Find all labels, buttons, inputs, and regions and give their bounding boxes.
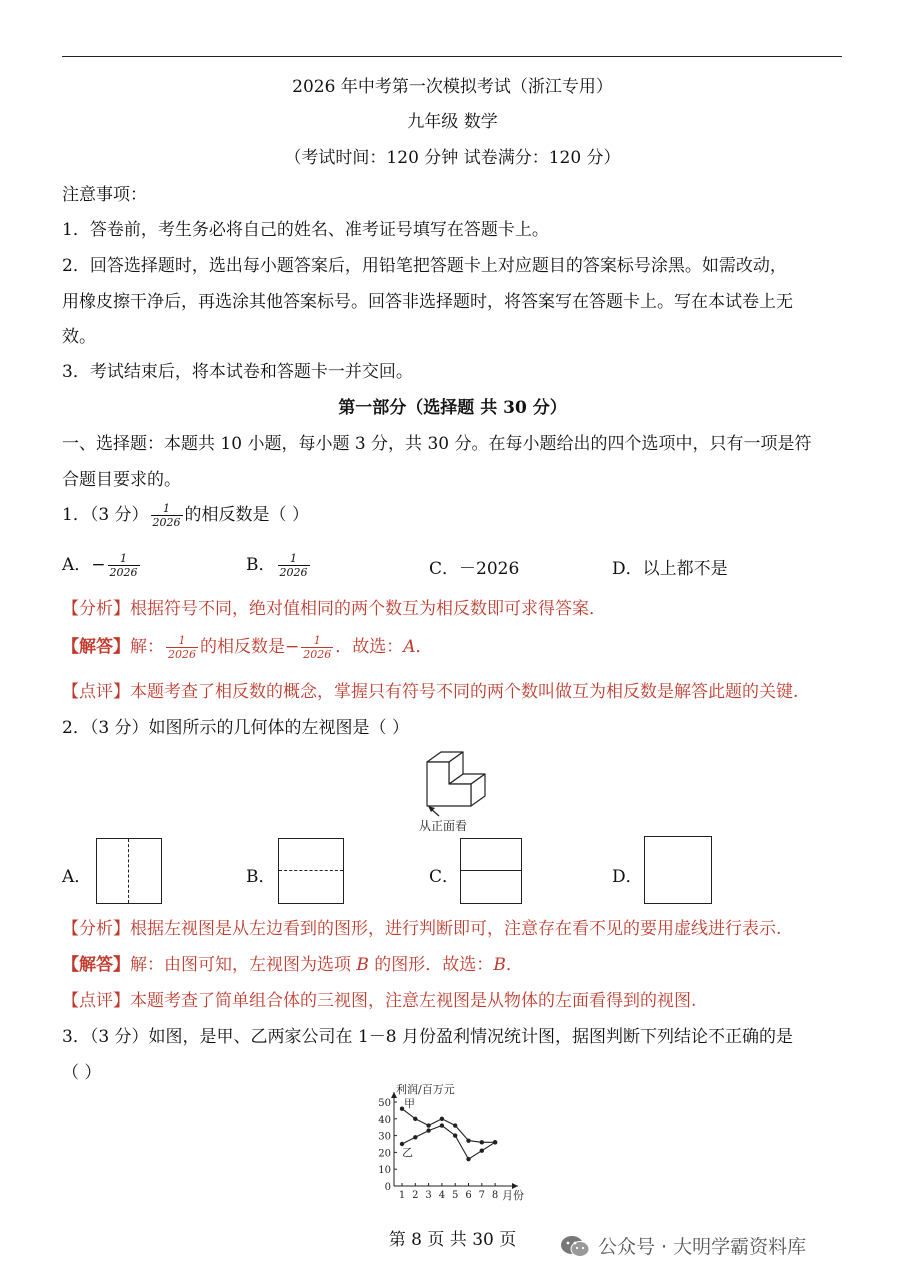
notice-item-3: 3．考试结束后，将本试卷和答题卡一并交回。 (62, 362, 413, 382)
q1-option-a-fraction (108, 552, 140, 579)
q2-solid-figure (405, 742, 505, 834)
chart-xtick-label: 4 (438, 1190, 446, 1201)
q2-comment: 【点评】本题考查了简单组合体的三视图，注意左视图是从物体的左面看得到的视图. (62, 991, 697, 1011)
chart-point-series-2 (453, 1133, 457, 1137)
q2-answer-b-2: B (493, 955, 506, 975)
chart-point-series-2 (466, 1157, 470, 1161)
q2-answer-b-1: B (356, 955, 369, 975)
section-title: 第一部分（选择题 共 30 分） (338, 398, 567, 418)
q2-answer-mid: 的图形．故选： (368, 955, 494, 975)
q1-option-a (62, 550, 142, 579)
q2-option-a-figure (96, 838, 162, 904)
q1-fraction (151, 502, 183, 529)
q1-analysis: 【分析】根据符号不同，绝对值相同的两个数互为相反数即可求得答案． (62, 599, 606, 619)
q2-option-b-figure (278, 838, 344, 904)
q1-option-a-num: 1 (120, 552, 128, 565)
q1-answer-mid: 的相反数是− (200, 637, 300, 657)
chart-ytick-label: 10 (378, 1165, 391, 1177)
chart-point-series-1 (480, 1140, 484, 1144)
chart-xlabel: 月份 (502, 1189, 524, 1202)
chart-point-series-2 (493, 1140, 497, 1144)
q1-answer-choice: A (403, 637, 416, 657)
exam-subtitle: 九年级 数学 (407, 112, 498, 132)
q2-analysis: 【分析】根据左视图是从左边看到的图形，进行判断即可，注意存在看不见的要用虚线进行表示. (62, 919, 782, 939)
q1-option-c: C．－2026 (429, 559, 520, 579)
q2-option-a-label: A． (62, 867, 92, 887)
q2-option-b-dashed-line (279, 870, 343, 871)
q1-answer (62, 632, 852, 661)
q2-answer (62, 950, 852, 975)
chart-xtick-label: 2 (412, 1190, 419, 1201)
chart-ytick-label: 30 (378, 1131, 391, 1143)
q2-answer-label: 【解答】 (62, 955, 130, 975)
chart-point-series-1 (426, 1123, 430, 1127)
q1-option-a-den: 2026 (109, 566, 138, 579)
notice-item-2-line-3: 效。 (62, 327, 96, 347)
chart-point-series-1 (453, 1123, 457, 1127)
q1-answer-frac-1-num: 1 (178, 634, 186, 647)
q2-option-c-figure (460, 838, 522, 904)
q1-answer-frac-1 (166, 634, 198, 661)
q1-answer-frac-2-num: 1 (313, 634, 321, 647)
q1-option-b-num: 1 (290, 552, 297, 565)
q1-prefix: 1．（3 分） (62, 505, 149, 525)
header-rule (62, 56, 842, 57)
q1-option-a-label: A．− (62, 555, 106, 575)
chart-point-series-1 (413, 1117, 417, 1121)
q2-option-d-figure (644, 836, 712, 904)
q1-comment: 【点评】本题考查了相反数的概念，掌握只有符号不同的两个数叫做互为相反数是解答此题的关键. (62, 682, 799, 702)
chart-point-series-2 (440, 1123, 444, 1127)
q1-frac-den: 2026 (152, 516, 181, 529)
q1-answer-label: 【解答】 (62, 637, 130, 657)
solid-front-face (427, 762, 471, 806)
q1-answer-pre: 解： (130, 637, 164, 657)
watermark (560, 1232, 806, 1259)
chart-xtick-label: 6 (465, 1190, 472, 1201)
q1-option-b-label: B． (246, 555, 276, 575)
watermark-text: 公众号 · 大明学霸资料库 (598, 1236, 807, 1258)
q1-answer-frac-2 (301, 634, 333, 661)
chart-point-series-2 (426, 1128, 430, 1132)
chart-xtick-label: 3 (425, 1190, 432, 1201)
notice-item-1: 1．答卷前，考生务必将自己的姓名、准考证号填写在答题卡上。 (62, 220, 549, 240)
section-intro-line-1: 一、选择题：本题共 10 小题，每小题 3 分，共 30 分。在每小题给出的四个选项中，只有一项是符 (62, 434, 812, 454)
notice-heading: 注意事项： (62, 185, 147, 205)
series-label-yi: 乙 (402, 1146, 413, 1159)
series-label-jia: 甲 (404, 1097, 415, 1110)
q1-answer-frac-1-den: 2026 (168, 648, 196, 661)
exam-info: （考试时间：120 分钟 试卷满分：120 分） (284, 148, 621, 168)
chart-xtick-label: 5 (452, 1190, 459, 1201)
q2-option-d-label: D． (612, 867, 643, 887)
q1-option-b-den: 2026 (279, 566, 308, 579)
chart-ytick-label: 50 (378, 1098, 391, 1109)
section-intro-line-2: 合题目要求的。 (62, 470, 181, 490)
q2-option-c-label: C． (429, 867, 460, 887)
notice-item-2-line-2: 用橡皮擦干净后，再选涂其他答案标号。回答非选择题时，将答案写在答题卡上。写在本试卷上无 (62, 292, 793, 312)
figure-caption: 从正面看 (419, 819, 468, 833)
q1-stem (62, 500, 852, 529)
q1-suffix: 的相反数是（ ） (184, 505, 309, 525)
q2-option-b-label: B． (246, 867, 276, 887)
q2-stem: 2．（3 分）如图所示的几何体的左视图是（ ） (62, 718, 409, 738)
chart-ytick-label: 20 (378, 1148, 391, 1160)
q1-option-b (246, 550, 312, 579)
exam-title: 2026 年中考第一次模拟考试（浙江专用） (292, 77, 613, 97)
q1-answer-frac-2-den: 2026 (303, 648, 332, 661)
q2-answer-pre: 解：由图可知，左视图为选项 (130, 955, 357, 975)
q3-stem-line-2: （ ） (62, 1063, 102, 1083)
profit-line-chart (368, 1078, 538, 1206)
chart-xtick-label: 7 (478, 1190, 485, 1201)
chart-point-series-1 (466, 1138, 470, 1142)
q1-frac-num: 1 (163, 502, 171, 515)
chart-ylabel: 利润/百万元 (396, 1083, 455, 1096)
q3-stem-line-1: 3．（3 分）如图，是甲、乙两家公司在 1－8 月份盈利情况统计图，据图判断下列结论不正确的是 (62, 1027, 793, 1047)
chart-point-series-2 (480, 1149, 484, 1153)
notice-item-2-line-1: 2．回答选择题时，选出每小题答案后，用铅笔把答题卡上对应题目的答案标号涂黑。如需改动， (62, 256, 787, 276)
q1-option-b-fraction (278, 552, 310, 579)
chart-point-series-2 (413, 1135, 417, 1139)
chart-xtick-label: 8 (491, 1190, 499, 1201)
q1-answer-end: ． (415, 637, 433, 657)
chart-xtick-label: 1 (398, 1190, 406, 1201)
q2-answer-end: ． (505, 955, 523, 975)
q2-option-c-solid-line (461, 870, 521, 871)
chart-ytick-label: 0 (384, 1182, 391, 1193)
chart-ytick-label: 40 (378, 1114, 391, 1126)
chart-point-series-1 (440, 1117, 444, 1121)
page-number: 第 8 页 共 30 页 (388, 1230, 517, 1250)
q1-answer-post: ．故选： (335, 637, 404, 657)
q1-option-d: D．以上都不是 (612, 559, 728, 579)
wechat-icon (560, 1234, 590, 1258)
q2-option-a-dashed-line (128, 839, 129, 903)
